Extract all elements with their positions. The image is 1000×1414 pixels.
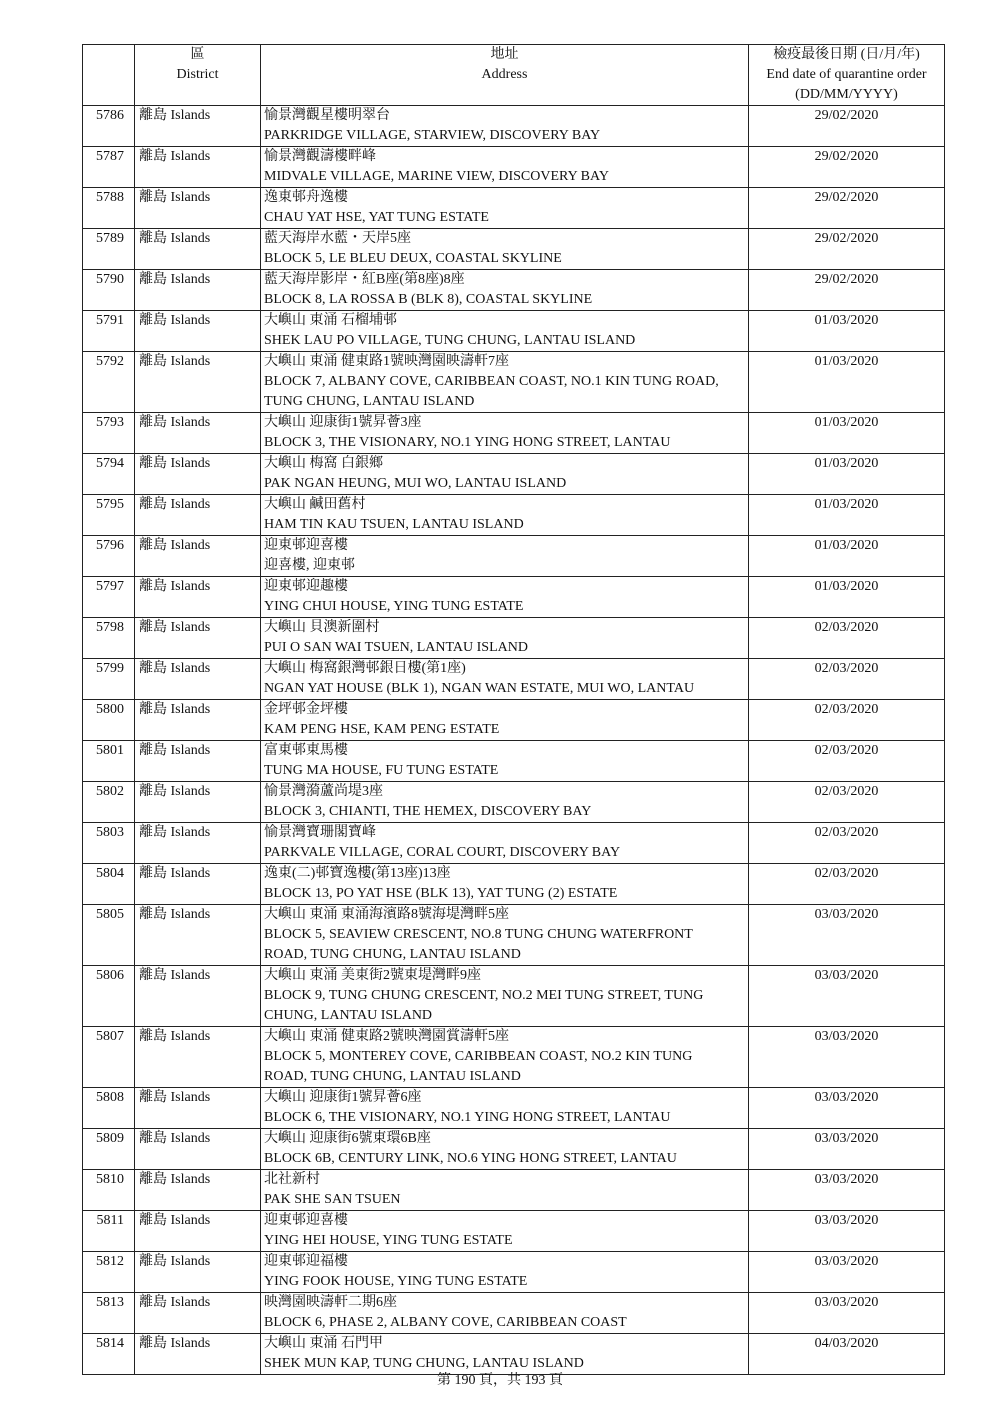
row-number: 5788 [83, 188, 135, 229]
row-district: 離島 Islands [135, 782, 261, 823]
row-address [261, 659, 749, 700]
row-district: 離島 Islands [135, 1170, 261, 1211]
row-number: 5811 [83, 1211, 135, 1252]
page-footer: 第 190 頁，共 193 頁 [437, 1373, 563, 1388]
address-line: PAK NGAN HEUNG, MUI WO, LANTAU ISLAND [264, 476, 567, 491]
address-line: 藍天海岸水藍・天岸5座 [264, 231, 411, 246]
address-line: TUNG MA HOUSE, FU TUNG ESTATE [264, 763, 499, 778]
address-line: BLOCK 9, TUNG CHUNG CRESCENT, NO.2 MEI TUNG STREET, TUNG [264, 988, 704, 1003]
row-quarantine-end-date: 29/02/2020 [749, 147, 945, 188]
table-row [83, 229, 945, 270]
address-line: BLOCK 5, LE BLEU DEUX, COASTAL SKYLINE [264, 251, 562, 266]
row-district: 離島 Islands [135, 229, 261, 270]
table-header-row [83, 45, 945, 106]
address-line: 大嶼山 迎康街1號昇薈3座 [264, 415, 422, 430]
row-address [261, 413, 749, 454]
row-address [261, 1027, 749, 1088]
address-line: 愉景灣觀星樓明翠台 [264, 108, 390, 123]
address-line: 大嶼山 東涌 石門甲 [264, 1336, 383, 1351]
row-number: 5814 [83, 1334, 135, 1375]
address-line: 富東邨東馬樓 [264, 743, 348, 758]
table-row [83, 1129, 945, 1170]
address-line: 大嶼山 東涌 石榴埔邨 [264, 313, 397, 328]
address-line: CHAU YAT HSE, YAT TUNG ESTATE [264, 210, 489, 225]
row-address [261, 1211, 749, 1252]
address-line: PAK SHE SAN TSUEN [264, 1192, 401, 1207]
row-district: 離島 Islands [135, 188, 261, 229]
table-row [83, 188, 945, 229]
row-address [261, 782, 749, 823]
row-quarantine-end-date: 03/03/2020 [749, 1252, 945, 1293]
row-district: 離島 Islands [135, 1027, 261, 1088]
address-line: SHEK MUN KAP, TUNG CHUNG, LANTAU ISLAND [264, 1356, 584, 1371]
table-row [83, 413, 945, 454]
table-row [83, 659, 945, 700]
address-line: 逸東邨舟逸樓 [264, 190, 348, 205]
address-line: 逸東(二)邨寶逸樓(第13座)13座 [264, 866, 451, 881]
row-address [261, 864, 749, 905]
address-line: 迎喜樓, 迎東邨 [264, 558, 355, 573]
address-line: BLOCK 6, THE VISIONARY, NO.1 YING HONG STREET, LANTAU [264, 1110, 671, 1125]
row-quarantine-end-date: 03/03/2020 [749, 1293, 945, 1334]
row-quarantine-end-date: 01/03/2020 [749, 352, 945, 413]
row-quarantine-end-date: 01/03/2020 [749, 311, 945, 352]
row-district: 離島 Islands [135, 147, 261, 188]
row-address [261, 270, 749, 311]
row-quarantine-end-date: 01/03/2020 [749, 454, 945, 495]
address-line: BLOCK 3, THE VISIONARY, NO.1 YING HONG STREET, LANTAU [264, 435, 671, 450]
row-district: 離島 Islands [135, 106, 261, 147]
row-quarantine-end-date: 02/03/2020 [749, 741, 945, 782]
row-quarantine-end-date: 29/02/2020 [749, 229, 945, 270]
address-line: BLOCK 13, PO YAT HSE (BLK 13), YAT TUNG (2) ESTATE [264, 886, 618, 901]
header-date-zh: 檢疫最後日期 (日/月/年) [773, 47, 920, 62]
row-number: 5789 [83, 229, 135, 270]
table-row [83, 823, 945, 864]
address-line: 大嶼山 梅窩 白銀鄉 [264, 456, 383, 471]
row-number: 5804 [83, 864, 135, 905]
address-line: 愉景灣寶珊閣寶峰 [264, 825, 376, 840]
row-number: 5809 [83, 1129, 135, 1170]
address-line: YING CHUI HOUSE, YING TUNG ESTATE [264, 599, 524, 614]
row-district: 離島 Islands [135, 311, 261, 352]
row-address [261, 1293, 749, 1334]
row-number: 5790 [83, 270, 135, 311]
row-address [261, 741, 749, 782]
address-line: TUNG CHUNG, LANTAU ISLAND [264, 394, 475, 409]
address-line: NGAN YAT HOUSE (BLK 1), NGAN WAN ESTATE, MUI WO, LANTAU [264, 681, 695, 696]
row-district: 離島 Islands [135, 864, 261, 905]
address-line: KAM PENG HSE, KAM PENG ESTATE [264, 722, 500, 737]
address-line: PARKVALE VILLAGE, CORAL COURT, DISCOVERY BAY [264, 845, 621, 860]
row-number: 5813 [83, 1293, 135, 1334]
row-number: 5807 [83, 1027, 135, 1088]
address-line: BLOCK 6B, CENTURY LINK, NO.6 YING HONG STREET, LANTAU [264, 1151, 677, 1166]
address-line: 北社新村 [264, 1172, 320, 1187]
row-quarantine-end-date: 02/03/2020 [749, 782, 945, 823]
table-row [83, 1170, 945, 1211]
address-line: 大嶼山 迎康街1號昇薈6座 [264, 1090, 422, 1105]
row-number: 5806 [83, 966, 135, 1027]
table-row [83, 618, 945, 659]
address-line: CHUNG, LANTAU ISLAND [264, 1008, 433, 1023]
table-row [83, 1293, 945, 1334]
table-row [83, 147, 945, 188]
row-quarantine-end-date: 29/02/2020 [749, 270, 945, 311]
row-quarantine-end-date: 02/03/2020 [749, 618, 945, 659]
address-line: 大嶼山 迎康街6號東環6B座 [264, 1131, 431, 1146]
address-line: 迎東邨迎趣樓 [264, 579, 348, 594]
row-quarantine-end-date: 03/03/2020 [749, 966, 945, 1027]
row-number: 5797 [83, 577, 135, 618]
row-district: 離島 Islands [135, 700, 261, 741]
header-district-cell [135, 45, 261, 106]
address-line: BLOCK 8, LA ROSSA B (BLK 8), COASTAL SKYLINE [264, 292, 593, 307]
address-line: BLOCK 5, MONTEREY COVE, CARIBBEAN COAST, NO.2 KIN TUNG [264, 1049, 693, 1064]
row-address [261, 495, 749, 536]
row-quarantine-end-date: 29/02/2020 [749, 188, 945, 229]
row-district: 離島 Islands [135, 618, 261, 659]
row-number: 5810 [83, 1170, 135, 1211]
row-quarantine-end-date: 03/03/2020 [749, 1211, 945, 1252]
address-line: ROAD, TUNG CHUNG, LANTAU ISLAND [264, 1069, 521, 1084]
address-line: BLOCK 7, ALBANY COVE, CARIBBEAN COAST, NO.1 KIN TUNG ROAD, [264, 374, 719, 389]
table-row [83, 454, 945, 495]
row-address [261, 454, 749, 495]
table-row [83, 700, 945, 741]
table-row [83, 864, 945, 905]
row-address [261, 106, 749, 147]
address-line: BLOCK 6, PHASE 2, ALBANY COVE, CARIBBEAN COAST [264, 1315, 627, 1330]
row-district: 離島 Islands [135, 905, 261, 966]
row-address [261, 1170, 749, 1211]
row-number: 5795 [83, 495, 135, 536]
row-district: 離島 Islands [135, 495, 261, 536]
row-number: 5802 [83, 782, 135, 823]
row-district: 離島 Islands [135, 577, 261, 618]
header-address-zh: 地址 [490, 47, 519, 62]
row-district: 離島 Islands [135, 823, 261, 864]
address-line: MIDVALE VILLAGE, MARINE VIEW, DISCOVERY BAY [264, 169, 609, 184]
row-number: 5786 [83, 106, 135, 147]
address-line: 大嶼山 東涌 美東街2號東堤灣畔9座 [264, 968, 481, 983]
row-number: 5794 [83, 454, 135, 495]
address-line: YING FOOK HOUSE, YING TUNG ESTATE [264, 1274, 528, 1289]
table-row [83, 905, 945, 966]
header-date-en: End date of quarantine order [766, 67, 927, 82]
table-row [83, 1252, 945, 1293]
row-quarantine-end-date: 29/02/2020 [749, 106, 945, 147]
address-line: 大嶼山 貝澳新圍村 [264, 620, 380, 635]
address-line: 迎東邨迎喜樓 [264, 1213, 348, 1228]
row-number: 5798 [83, 618, 135, 659]
table-row [83, 106, 945, 147]
row-address [261, 147, 749, 188]
row-address [261, 536, 749, 577]
address-line: PUI O SAN WAI TSUEN, LANTAU ISLAND [264, 640, 528, 655]
row-number: 5803 [83, 823, 135, 864]
row-district: 離島 Islands [135, 413, 261, 454]
row-district: 離島 Islands [135, 659, 261, 700]
row-number: 5787 [83, 147, 135, 188]
address-line: SHEK LAU PO VILLAGE, TUNG CHUNG, LANTAU ISLAND [264, 333, 636, 348]
address-line: 藍天海岸影岸・紅B座(第8座)8座 [264, 272, 465, 287]
row-number: 5805 [83, 905, 135, 966]
row-number: 5793 [83, 413, 135, 454]
address-line: HAM TIN KAU TSUEN, LANTAU ISLAND [264, 517, 524, 532]
address-line: 大嶼山 鹹田舊村 [264, 497, 366, 512]
address-line: 愉景灣漪蘆尚堤3座 [264, 784, 383, 799]
row-address [261, 577, 749, 618]
header-district-en: District [176, 67, 219, 82]
address-line: 迎東邨迎喜樓 [264, 538, 348, 553]
row-quarantine-end-date: 03/03/2020 [749, 905, 945, 966]
row-number: 5812 [83, 1252, 135, 1293]
row-address [261, 1252, 749, 1293]
header-district-zh: 區 [190, 47, 205, 62]
table-row [83, 782, 945, 823]
row-quarantine-end-date: 02/03/2020 [749, 864, 945, 905]
row-quarantine-end-date: 03/03/2020 [749, 1027, 945, 1088]
row-address [261, 229, 749, 270]
address-line: YING HEI HOUSE, YING TUNG ESTATE [264, 1233, 513, 1248]
row-quarantine-end-date: 04/03/2020 [749, 1334, 945, 1375]
table-row [83, 311, 945, 352]
row-number: 5796 [83, 536, 135, 577]
header-address-cell [261, 45, 749, 106]
row-number: 5791 [83, 311, 135, 352]
table-row [83, 536, 945, 577]
row-district: 離島 Islands [135, 1293, 261, 1334]
row-address [261, 905, 749, 966]
row-quarantine-end-date: 02/03/2020 [749, 659, 945, 700]
row-number: 5792 [83, 352, 135, 413]
row-number: 5801 [83, 741, 135, 782]
row-number: 5799 [83, 659, 135, 700]
row-quarantine-end-date: 02/03/2020 [749, 700, 945, 741]
row-quarantine-end-date: 03/03/2020 [749, 1170, 945, 1211]
address-line: 大嶼山 梅窩銀灣邨銀日樓(第1座) [264, 661, 466, 676]
header-address-en: Address [481, 67, 528, 82]
row-quarantine-end-date: 02/03/2020 [749, 823, 945, 864]
row-district: 離島 Islands [135, 454, 261, 495]
row-address [261, 188, 749, 229]
table-row [83, 1211, 945, 1252]
row-district: 離島 Islands [135, 1129, 261, 1170]
table-row [83, 1027, 945, 1088]
row-quarantine-end-date: 01/03/2020 [749, 536, 945, 577]
header-date-format: (DD/MM/YYYY) [795, 87, 898, 102]
row-address [261, 618, 749, 659]
row-address [261, 311, 749, 352]
header-date-cell [749, 45, 945, 106]
row-district: 離島 Islands [135, 352, 261, 413]
address-line: 迎東邨迎福樓 [264, 1254, 348, 1269]
row-address [261, 966, 749, 1027]
table-row [83, 352, 945, 413]
row-address [261, 1088, 749, 1129]
row-quarantine-end-date: 03/03/2020 [749, 1129, 945, 1170]
row-address [261, 823, 749, 864]
table-row [83, 1088, 945, 1129]
row-number: 5808 [83, 1088, 135, 1129]
row-district: 離島 Islands [135, 536, 261, 577]
row-district: 離島 Islands [135, 1088, 261, 1129]
header-index-cell [83, 45, 135, 106]
address-line: 愉景灣觀濤樓畔峰 [264, 149, 376, 164]
row-address [261, 700, 749, 741]
table-row [83, 741, 945, 782]
table-row [83, 495, 945, 536]
row-district: 離島 Islands [135, 270, 261, 311]
address-line: PARKRIDGE VILLAGE, STARVIEW, DISCOVERY BAY [264, 128, 601, 143]
row-number: 5800 [83, 700, 135, 741]
row-address [261, 352, 749, 413]
row-district: 離島 Islands [135, 741, 261, 782]
row-quarantine-end-date: 01/03/2020 [749, 495, 945, 536]
row-quarantine-end-date: 03/03/2020 [749, 1088, 945, 1129]
address-line: 大嶼山 東涌 健東路1號映灣園映濤軒7座 [264, 354, 509, 369]
row-district: 離島 Islands [135, 1334, 261, 1375]
address-line: 金坪邨金坪樓 [264, 702, 348, 717]
row-quarantine-end-date: 01/03/2020 [749, 413, 945, 454]
row-district: 離島 Islands [135, 1252, 261, 1293]
table-row [83, 966, 945, 1027]
row-quarantine-end-date: 01/03/2020 [749, 577, 945, 618]
address-line: 大嶼山 東涌 健東路2號映灣園賞濤軒5座 [264, 1029, 509, 1044]
address-line: BLOCK 3, CHIANTI, THE HEMEX, DISCOVERY BAY [264, 804, 592, 819]
address-line: ROAD, TUNG CHUNG, LANTAU ISLAND [264, 947, 521, 962]
row-district: 離島 Islands [135, 966, 261, 1027]
table-row [83, 270, 945, 311]
quarantine-address-table [82, 44, 945, 1375]
row-address [261, 1129, 749, 1170]
address-line: 大嶼山 東涌 東涌海濱路8號海堤灣畔5座 [264, 907, 509, 922]
row-district: 離島 Islands [135, 1211, 261, 1252]
table-row [83, 577, 945, 618]
address-line: 映灣園映濤軒二期6座 [264, 1295, 397, 1310]
address-line: BLOCK 5, SEAVIEW CRESCENT, NO.8 TUNG CHUNG WATERFRONT [264, 927, 693, 942]
